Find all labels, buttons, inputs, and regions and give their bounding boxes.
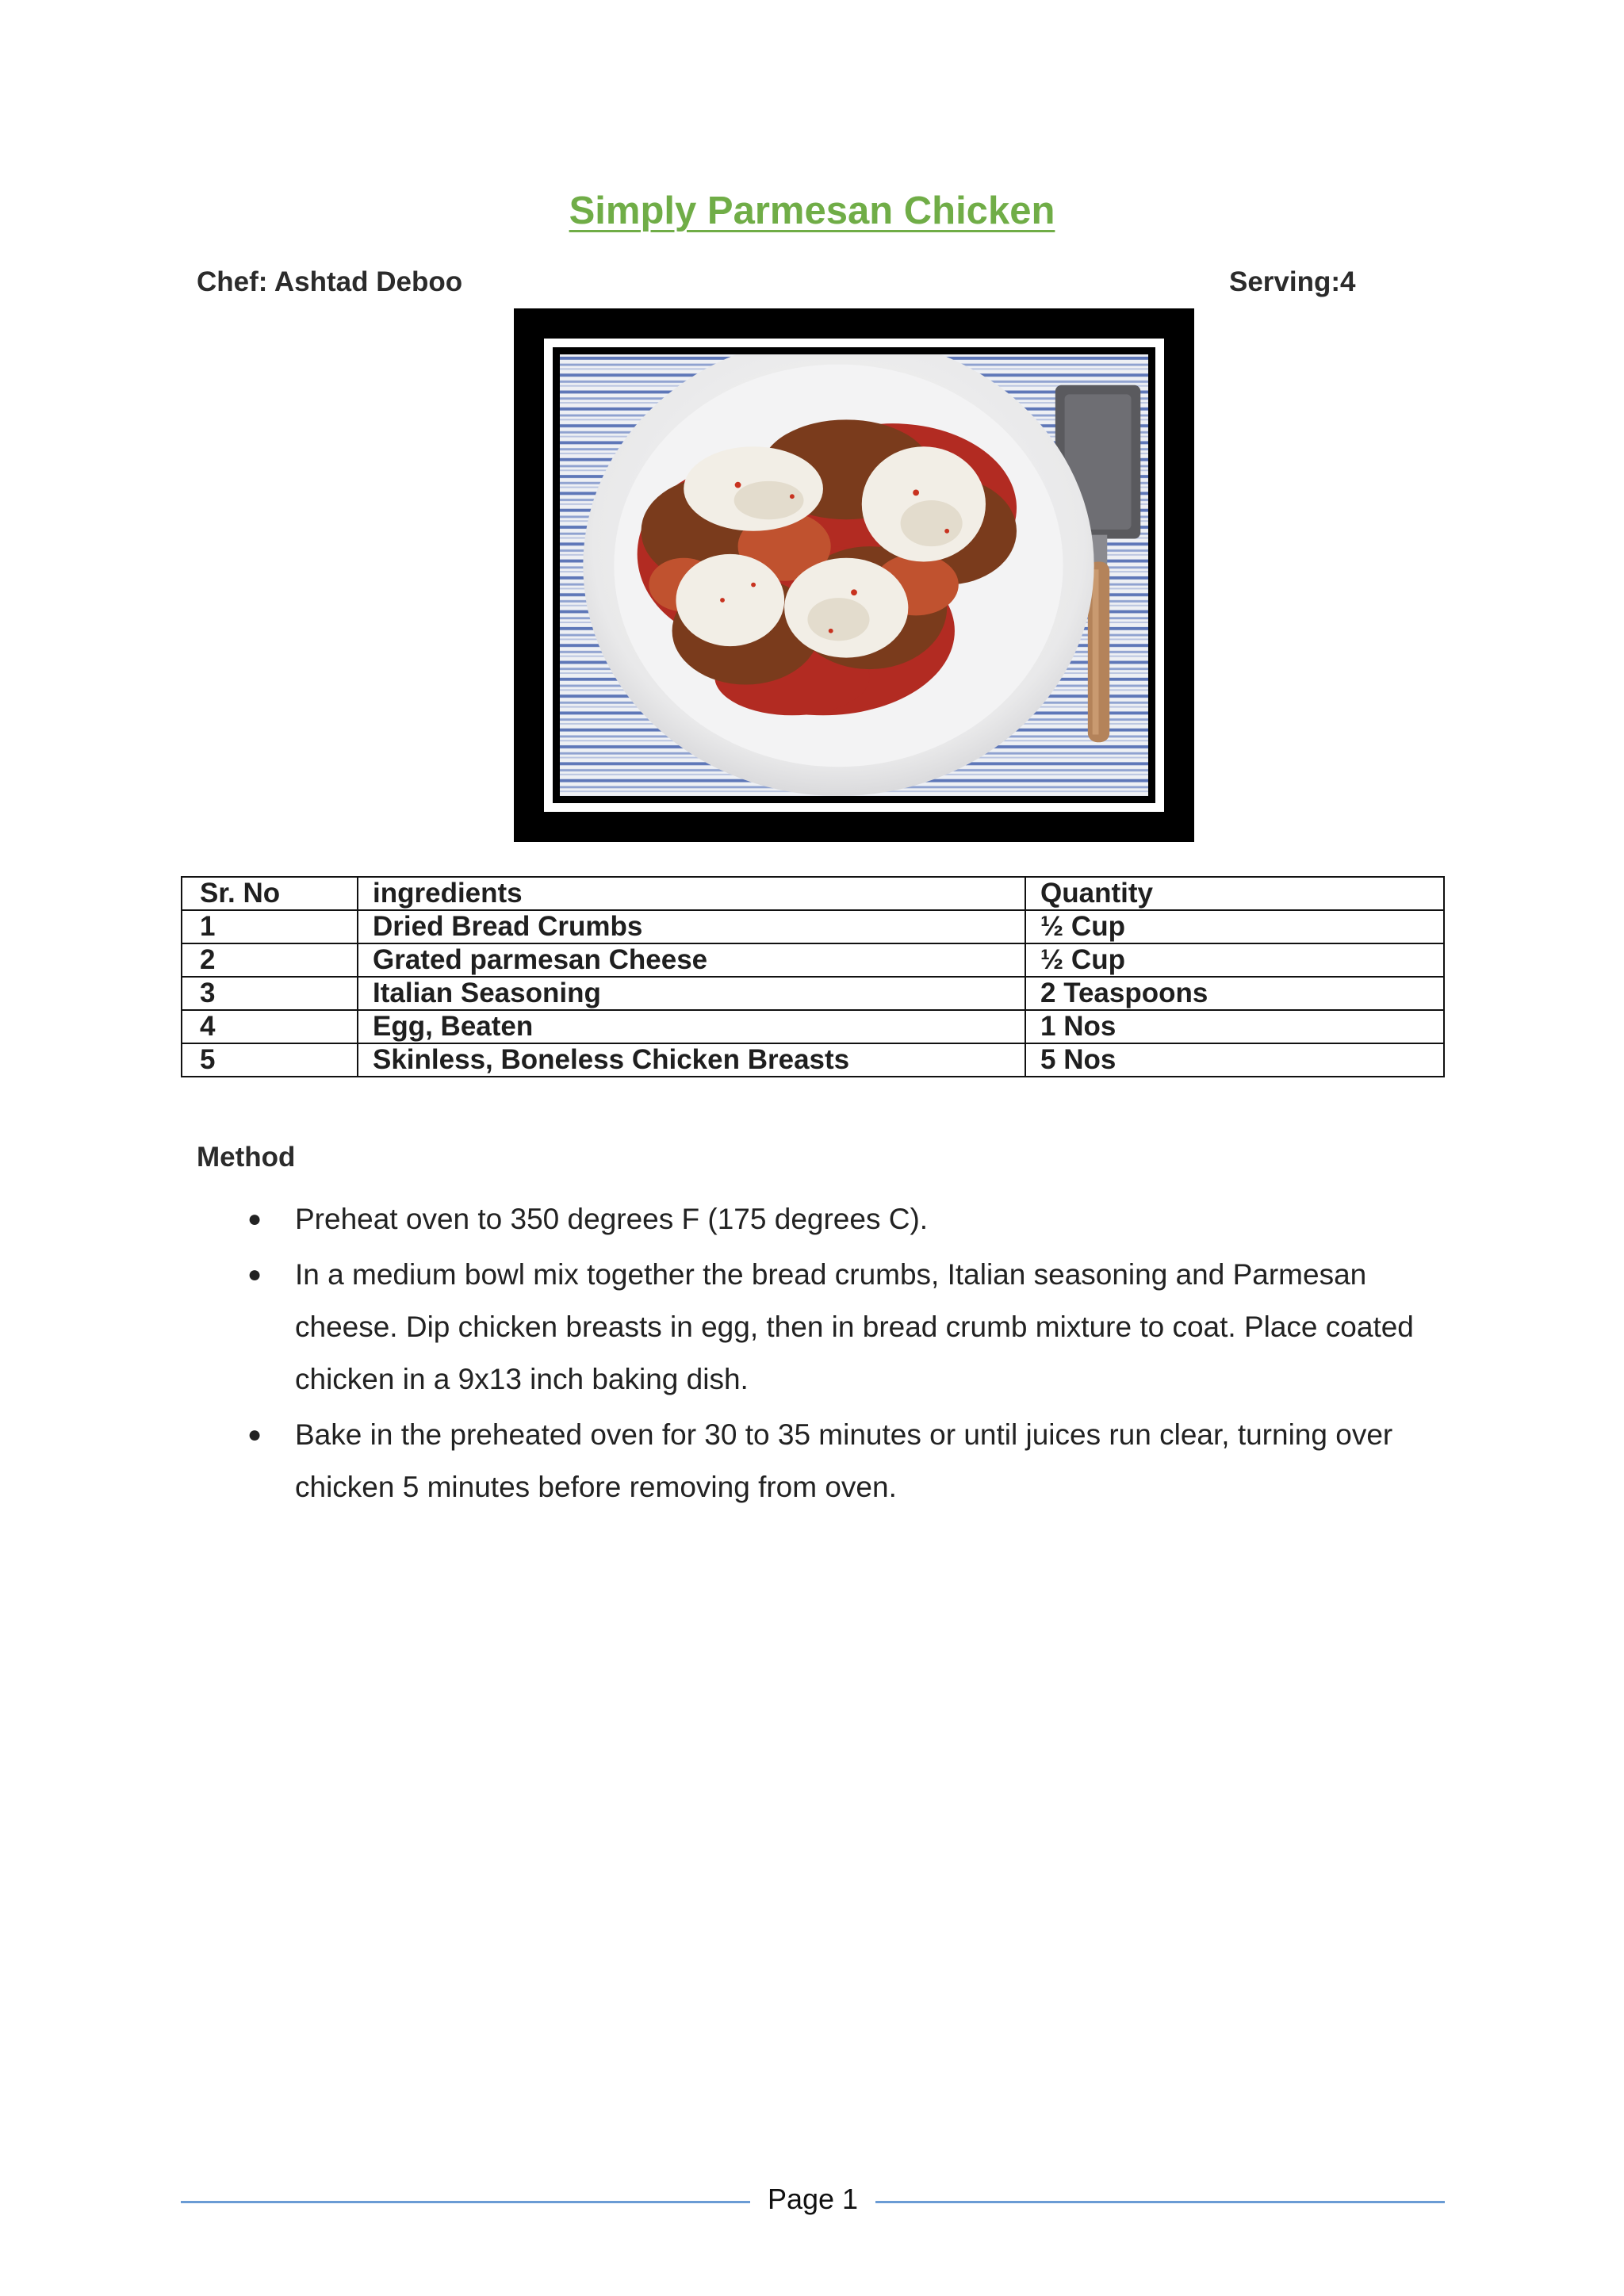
method-step <box>197 1409 1434 1513</box>
recipe-photo <box>560 354 1148 796</box>
header-quantity: Quantity <box>1025 877 1444 910</box>
footer-rule-right <box>875 2201 1445 2203</box>
method-step-text: In a medium bowl mix together the bread crumbs, Italian seasoning and Parmesan cheese. Dip chicken breasts in egg, then in bread crumb mixture to coat. Place coated chicken in a 9x13 inch baking dish. <box>295 1258 1414 1395</box>
cell-ingredient: Italian Seasoning <box>358 977 1025 1010</box>
method-step-text: Bake in the preheated oven for 30 to 35 minutes or until juices run clear, turning over chicken 5 minutes before removing from oven. <box>295 1418 1393 1503</box>
cell-quantity: 5 Nos <box>1025 1043 1444 1077</box>
cell-ingredient: Grated parmesan Cheese <box>358 943 1025 977</box>
footer-rule-left <box>181 2201 750 2203</box>
page-number: Page 1 <box>767 2183 859 2215</box>
cell-sr-no: 4 <box>182 1010 358 1043</box>
method-step <box>197 1249 1434 1406</box>
serving-count: Serving:4 <box>1229 266 1356 297</box>
recipe-title <box>0 189 1624 233</box>
chef-name: Chef: Ashtad Deboo <box>197 266 463 297</box>
parmesan-chicken-image <box>560 354 1148 796</box>
recipe-photo-frame <box>514 308 1194 842</box>
cell-sr-no: 1 <box>182 910 358 943</box>
bullet-icon: ● <box>247 1206 262 1232</box>
header-sr-no: Sr. No <box>182 877 358 910</box>
recipe-title-text: Simply Parmesan Chicken <box>569 189 1055 232</box>
bullet-icon: ● <box>247 1422 262 1448</box>
ingredients-table <box>181 876 1445 1077</box>
method-steps-list <box>197 1193 1434 1517</box>
cell-sr-no: 3 <box>182 977 358 1010</box>
table-row <box>182 943 1444 977</box>
method-step <box>197 1193 1434 1246</box>
bullet-icon: ● <box>247 1261 262 1288</box>
method-heading: Method <box>197 1142 296 1173</box>
cell-ingredient: Egg, Beaten <box>358 1010 1025 1043</box>
table-row <box>182 1043 1444 1077</box>
table-row <box>182 910 1444 943</box>
cell-sr-no: 2 <box>182 943 358 977</box>
cell-quantity: 2 Teaspoons <box>1025 977 1444 1010</box>
table-header-row <box>182 877 1444 910</box>
cell-quantity: ½ Cup <box>1025 910 1444 943</box>
table-row <box>182 977 1444 1010</box>
table-row <box>182 1010 1444 1043</box>
cell-ingredient: Skinless, Boneless Chicken Breasts <box>358 1043 1025 1077</box>
cell-quantity: ½ Cup <box>1025 943 1444 977</box>
cell-quantity: 1 Nos <box>1025 1010 1444 1043</box>
header-ingredients: ingredients <box>358 877 1025 910</box>
cell-ingredient: Dried Bread Crumbs <box>358 910 1025 943</box>
method-step-text: Preheat oven to 350 degrees F (175 degrees C). <box>295 1203 929 1235</box>
cell-sr-no: 5 <box>182 1043 358 1077</box>
